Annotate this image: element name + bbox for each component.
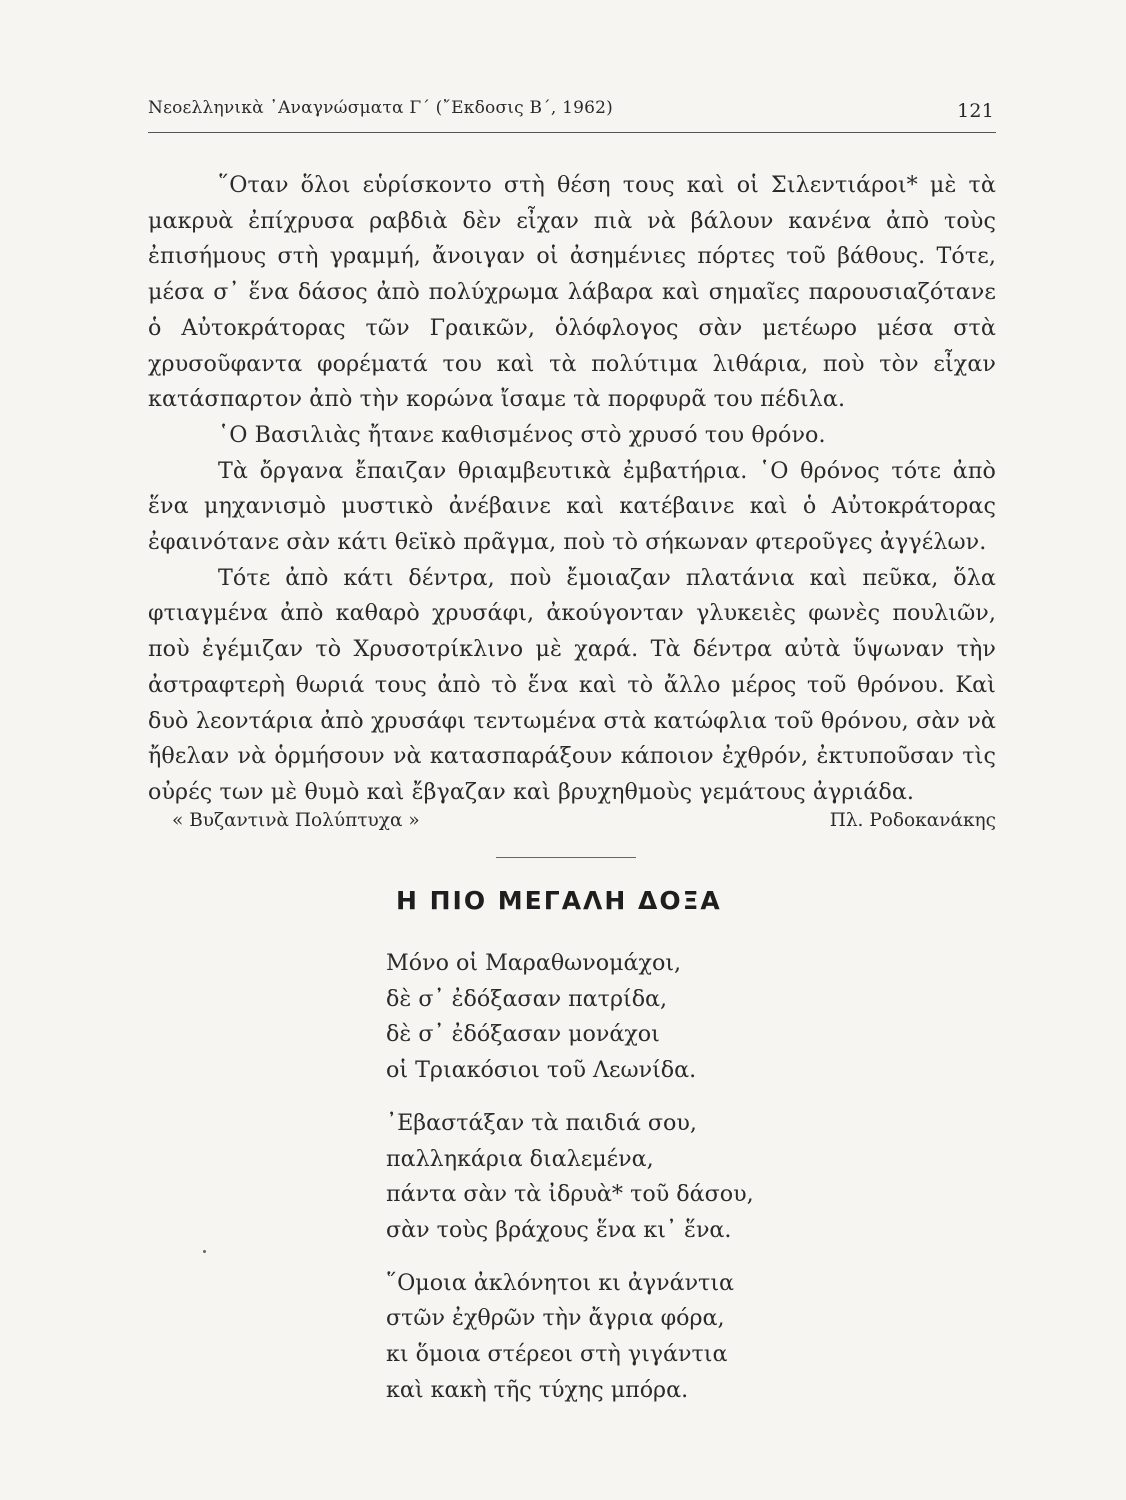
attribution bbox=[172, 810, 996, 840]
poem-verse: δὲ σ᾿ ἐδόξασαν μονάχοι bbox=[386, 1021, 660, 1048]
poem-verse: καὶ κακὴ τῆς τύχης μπόρα. bbox=[386, 1376, 689, 1403]
running-head-title: Νεοελληνικὰ ᾿Αναγνώσματα Γ΄ (῎Εκδοσις Β΄, 1962) bbox=[148, 98, 613, 118]
prose-paragraph-2: ῾Ο Βασιλιὰς ἤτανε καθισμένος στὸ χρυσό του θρόνο. bbox=[218, 421, 826, 448]
poem-stanza-2 bbox=[386, 1106, 986, 1249]
poem-verse: κι ὅμοια στέρεοι στὴ γιγάντια bbox=[386, 1341, 728, 1368]
running-head bbox=[148, 98, 994, 128]
prose-paragraph-4: Τότε ἀπὸ κάτι δέντρα, ποὺ ἔμοιαζαν πλατάνια καὶ πεῦκα, ὅλα φτιαγμένα ἀπὸ καθαρὸ χρυσάφι, ἀκούγονταν γλυκειὲς φωνὲς πουλιῶν, ποὺ ἐγέμιζαν τὸ Χρυσοτρίκλινο μὲ χαρά. Τὰ δέντρα αὐτὰ ὕψωναν τὴν ἀστραφτερὴ θωριά τους ἀπὸ τὸ ἕνα καὶ τὸ ἄλλο μέρος τοῦ θρόνου. Καὶ δυὸ λεοντάρια ἀπὸ χρυσάφι τεντωμένα στὰ κατώφλια τοῦ θρόνου, σὰν νὰ ἤθελαν νὰ ὁρμήσουν νὰ κατασπαράξουν κάποιον ἐχθρόν, ἐκτυποῦσαν τὶς οὐρές των μὲ θυμὸ καὶ ἔβγαζαν καὶ βρυχηθμοὺς γεμάτους ἀγριάδα. bbox=[148, 564, 996, 805]
page-number: 121 bbox=[957, 100, 994, 122]
attribution-author: Πλ. Ροδοκανάκης bbox=[829, 810, 996, 831]
poem-stanza-1 bbox=[386, 946, 986, 1089]
poem-verse: δὲ σ᾿ ἐδόξασαν πατρίδα, bbox=[386, 985, 668, 1012]
print-speck bbox=[203, 1250, 206, 1253]
poem-verse: οἱ Τριακόσιοι τοῦ Λεωνίδα. bbox=[386, 1057, 697, 1084]
prose-passage bbox=[148, 168, 996, 811]
poem-verse: ῞Ομοια ἀκλόνητοι κι ἀγνάντια bbox=[386, 1269, 735, 1296]
header-rule bbox=[148, 132, 996, 133]
poem-verse: ᾿Εβαστάξαν τὰ παιδιά σου, bbox=[386, 1109, 697, 1136]
poem-verse: στῶν ἐχθρῶν τὴν ἄγρια φόρα, bbox=[386, 1305, 725, 1332]
poem-verse: σὰν τοὺς βράχους ἕνα κι᾿ ἕνα. bbox=[386, 1216, 732, 1243]
poem-verse: Μόνο οἱ Μαραθωνομάχοι, bbox=[386, 950, 682, 976]
poem-verse: πάντα σὰν τὰ ἰδρυὰ* τοῦ δάσου, bbox=[386, 1181, 754, 1208]
poem-stanza-3 bbox=[386, 1266, 986, 1409]
prose-paragraph-1: ῞Οταν ὅλοι εὑρίσκοντο στὴ θέση τους καὶ οἱ Σιλεντιάροι* μὲ τὰ μακρυὰ ἐπίχρυσα ραβδιὰ δὲν εἶχαν πιὰ νὰ βάλουν κανένα ἀπὸ τοὺς ἐπισήμους στὴ γραμμή, ἄνοιγαν οἱ ἀσημένιες πόρτες τοῦ βάθους. Τότε, μέσα σ᾿ ἕνα δάσος ἀπὸ πολύχρωμα λάβαρα καὶ σημαῖες παρουσιαζότανε ὁ Αὐτοκράτορας τῶν Γραικῶν, ὁλόφλογος σὰν μετέωρο μέσα στὰ χρυσοῦφαντα φορέματά του καὶ τὰ πολύτιμα λιθάρια, ποὺ τὸν εἶχαν κατάσπαρτον ἀπὸ τὴν κορώνα ἴσαμε τὰ πορφυρᾶ του πέδιλα. bbox=[148, 172, 996, 413]
poem-verse: παλληκάρια διαλεμένα, bbox=[386, 1145, 654, 1172]
poem-title: Η ΠΙΟ ΜΕΓΑΛΗ ΔΟΞΑ bbox=[396, 886, 722, 915]
prose-paragraph-3: Τὰ ὄργανα ἔπαιζαν θριαμβευτικὰ ἐμβατήρια. ῾Ο θρόνος τότε ἀπὸ ἕνα μηχανισμὸ μυστικὸ ἀνέβαινε καὶ κατέβαινε καὶ ὁ Αὐτοκράτορας ἐφαινότανε σὰν κάτι θεϊκὸ πρᾶγμα, ποὺ τὸ σήκωναν φτεροῦγες ἀγγέλων. bbox=[148, 457, 996, 556]
section-divider bbox=[496, 857, 636, 858]
attribution-source: « Βυζαντινὰ Πολύπτυχα » bbox=[172, 810, 420, 831]
poem bbox=[386, 946, 986, 1425]
